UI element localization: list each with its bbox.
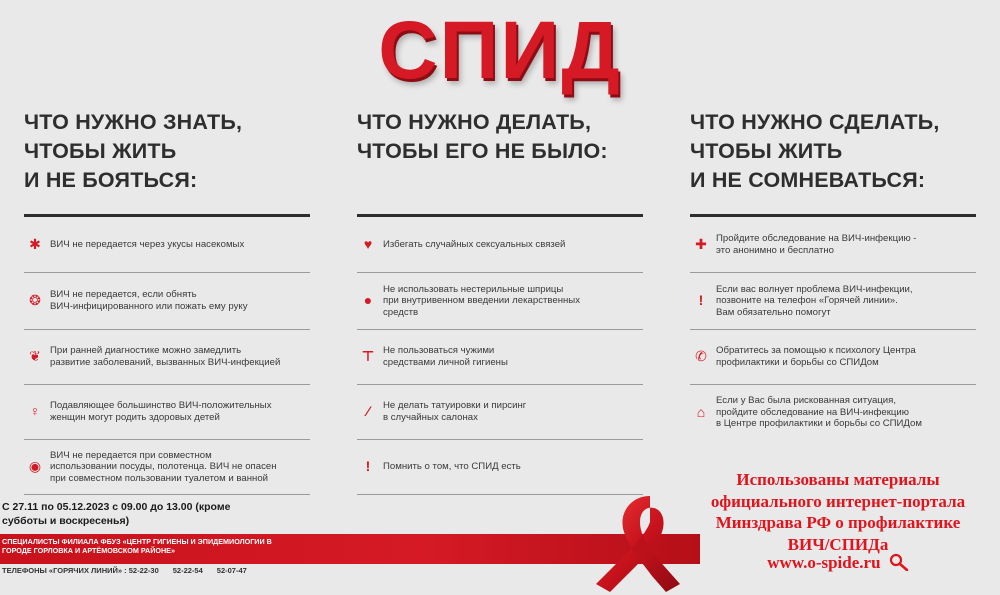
feather-icon: ⁄ bbox=[366, 403, 370, 420]
column-heading: ЧТО НУЖНО ЗНАТЬ, ЧТОБЫ ЖИТЬ И НЕ БОЯТЬСЯ: bbox=[24, 110, 243, 192]
item-text: Если у Вас была рискованная ситуация, пройдите обследование на ВИЧ-инфекцию в Центре профилактики и борьбы со СПИДом bbox=[716, 395, 922, 430]
item-text: При ранней диагностике можно замедлить развитие заболеваний, вызванных ВИЧ-инфекцией bbox=[50, 345, 281, 368]
hotline-phones bbox=[2, 566, 322, 575]
phone-icon: ✆ bbox=[695, 348, 707, 365]
source-link-text[interactable]: www.o-spide.ru bbox=[767, 553, 881, 572]
item-text: Избегать случайных сексуальных связей bbox=[383, 238, 566, 250]
list-item bbox=[357, 330, 643, 385]
flower-icon: ❦ bbox=[29, 348, 41, 365]
medical-cross-icon: ✚ bbox=[695, 235, 707, 252]
column-heading: ЧТО НУЖНО ДЕЛАТЬ, ЧТОБЫ ЕГО НЕ БЫЛО: bbox=[357, 110, 608, 163]
item-text: ВИЧ не передается через укусы насекомых bbox=[50, 238, 245, 250]
awareness-ribbon-icon bbox=[580, 492, 690, 595]
item-text: Не пользоваться чужими средствами личной гигиены bbox=[383, 345, 508, 368]
source-note: Использованы материалы официального интернет-портала Минздрава РФ о профилактике ВИЧ/СПИДа bbox=[710, 470, 966, 554]
exclamation-icon: ! bbox=[365, 458, 371, 475]
schedule-text: С 27.11 по 05.12.2023 с 09.00 до 13.00 (кроме субботы и воскресенья) bbox=[2, 501, 231, 527]
broken-heart-icon: ♥ bbox=[363, 235, 373, 252]
list-item bbox=[24, 385, 310, 440]
item-text: Помнить о том, что СПИД есть bbox=[383, 461, 521, 473]
item-text: Пройдите обследование на ВИЧ-инфекцию - это анонимно и бесплатно bbox=[716, 232, 917, 256]
list-item bbox=[357, 273, 643, 330]
hotline-phone-3: 52-07-47 bbox=[216, 566, 247, 575]
list-item bbox=[357, 217, 643, 273]
organization-text: СПЕЦИАЛИСТЫ ФИЛИАЛА ФБУЗ «ЦЕНТР ГИГИЕНЫ И ЭПИДЕМИОЛОГИИ В ГОРОДЕ ГОРЛОВКА И АРТЁМОВСКОМ РАЙОНЕ» bbox=[2, 537, 272, 555]
column-act bbox=[690, 108, 976, 440]
list-item bbox=[690, 330, 976, 385]
list-item bbox=[690, 385, 976, 440]
item-text: Если вас волнует проблема ВИЧ-инфекции, позвоните на телефон «Горячей линии». Вам обязательно помогут bbox=[716, 283, 913, 318]
spider-icon: ✱ bbox=[29, 235, 41, 252]
search-icon bbox=[889, 553, 909, 571]
hotline-phone-1: ТЕЛЕФОНЫ «ГОРЯЧИХ ЛИНИЙ» : 52-22-30 bbox=[2, 566, 159, 575]
item-text: ВИЧ не передается, если обнять ВИЧ-инфицированного или пожать ему руку bbox=[50, 289, 248, 312]
column-know bbox=[24, 108, 310, 495]
list-item bbox=[24, 273, 310, 330]
list-item bbox=[24, 217, 310, 273]
list-item bbox=[690, 273, 976, 330]
item-text: Подавляющее большинство ВИЧ-положительных женщин могут родить здоровых детей bbox=[50, 400, 272, 423]
blood-drop-icon: ● bbox=[363, 292, 373, 309]
list-item bbox=[24, 440, 310, 495]
list-item bbox=[357, 440, 643, 495]
razor-icon: ⊤ bbox=[361, 348, 375, 365]
target-icon: ◉ bbox=[28, 458, 42, 475]
item-text: Обратитесь за помощью к психологу Центра профилактики и борьбы со СПИДом bbox=[716, 345, 916, 368]
building-icon: ⌂ bbox=[696, 403, 706, 420]
exclamation-icon: ! bbox=[698, 292, 704, 309]
list-item bbox=[357, 385, 643, 440]
woman-icon: ♀ bbox=[29, 403, 41, 420]
hotline-phone-2: 52-22-54 bbox=[172, 566, 203, 575]
list-item bbox=[24, 330, 310, 385]
item-text: ВИЧ не передается при совместном использовании посуды, полотенца. ВИЧ не опасен при совместном пользовании туалетом и ванной bbox=[50, 449, 277, 484]
item-text: Не использовать нестерильные шприцы при внутривенном введении лекарственных средств bbox=[383, 283, 580, 318]
column-heading: ЧТО НУЖНО СДЕЛАТЬ, ЧТОБЫ ЖИТЬ И НЕ СОМНЕВАТЬСЯ: bbox=[690, 110, 940, 192]
hug-icon: ❂ bbox=[29, 292, 41, 309]
source-link[interactable] bbox=[693, 553, 983, 573]
column-do bbox=[357, 108, 643, 495]
item-text: Не делать татуировки и пирсинг в случайных салонах bbox=[383, 400, 527, 423]
poster-title: СПИД bbox=[378, 5, 622, 96]
list-item bbox=[690, 217, 976, 273]
